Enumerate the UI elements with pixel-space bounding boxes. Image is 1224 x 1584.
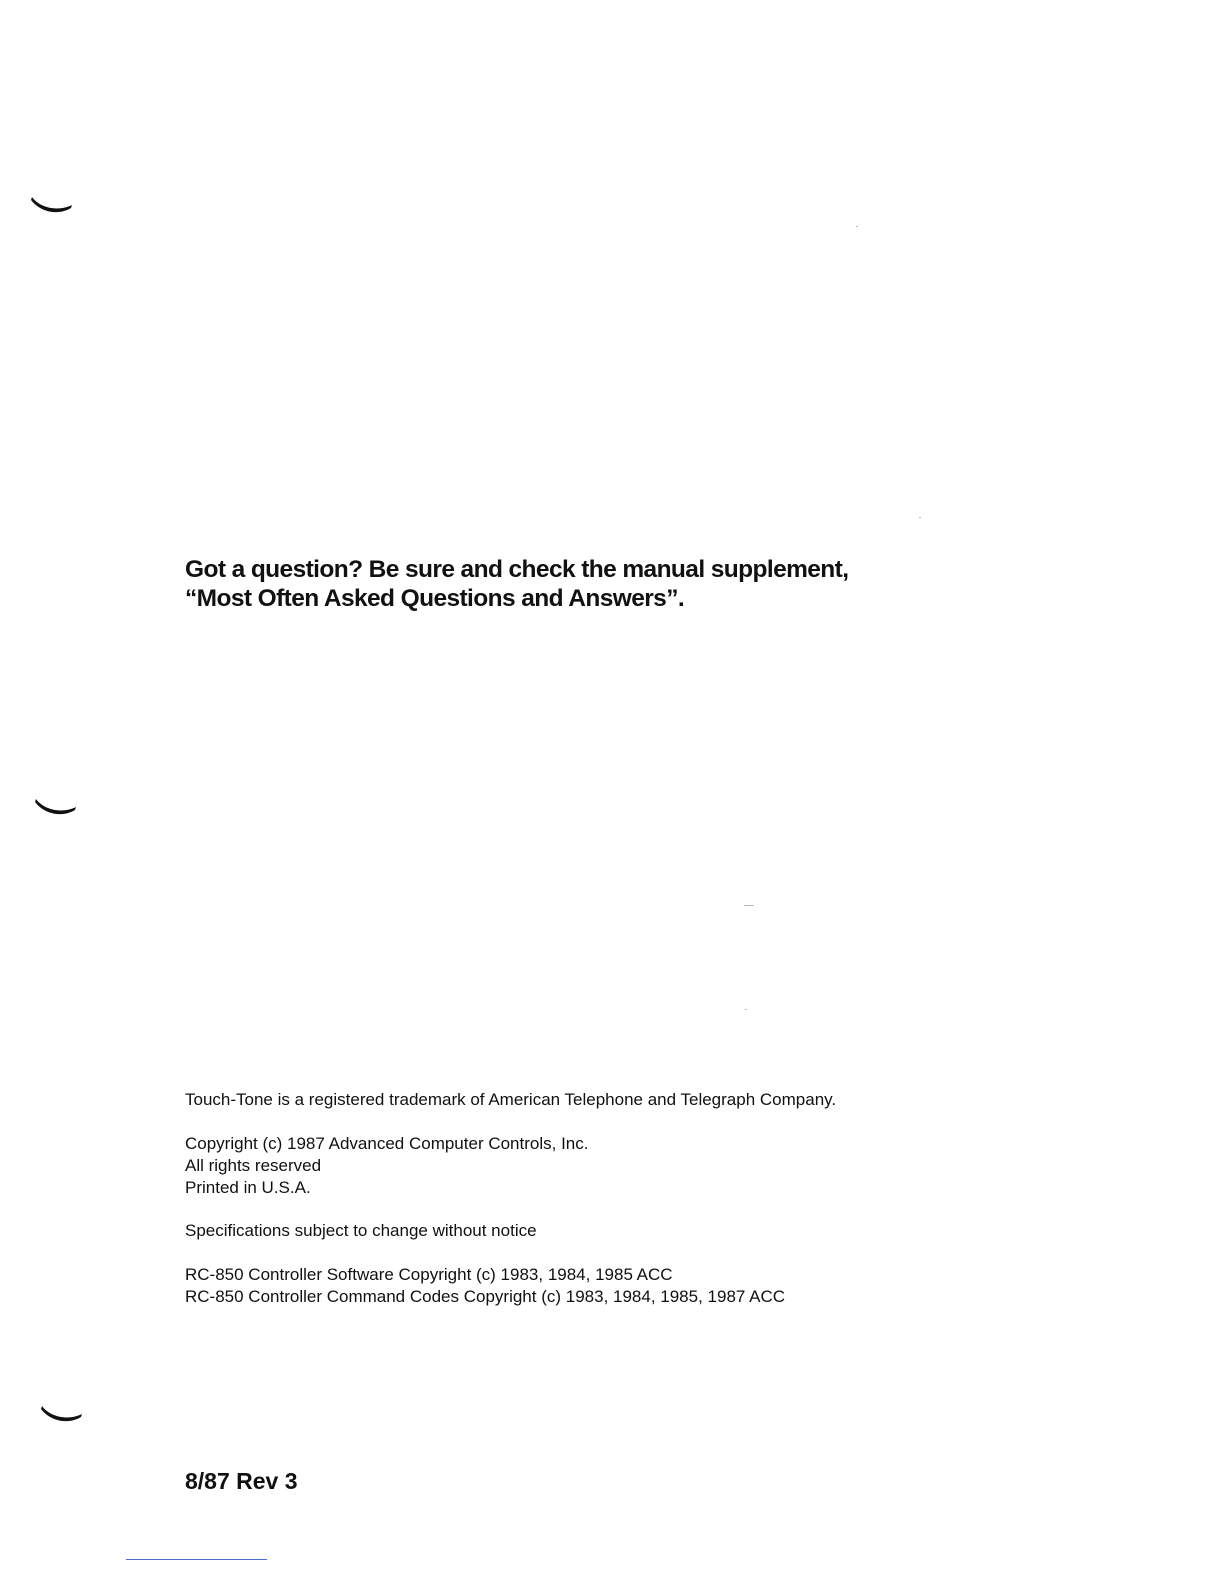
copyright-line-2: All rights reserved <box>185 1156 322 1175</box>
bottom-rule <box>126 1559 267 1560</box>
scan-speck <box>919 517 921 518</box>
revision-label: 8/87 Rev 3 <box>185 1468 298 1494</box>
question-line-2: “Most Often Asked Questions and Answers”. <box>185 585 685 612</box>
software-line-2: RC-850 Controller Command Codes Copyright (c) 1983, 1984, 1985, 1987 ACC <box>185 1287 786 1306</box>
punch-hole-mark <box>34 796 78 818</box>
scan-speck <box>856 226 858 227</box>
software-line-1: RC-850 Controller Software Copyright (c) 1983, 1984, 1985 ACC <box>185 1265 673 1284</box>
scan-speck <box>744 905 754 906</box>
software-copyright-notice <box>185 1264 985 1308</box>
trademark-notice: Touch-Tone is a registered trademark of American Telephone and Telegraph Company. <box>185 1090 837 1109</box>
copyright-notice <box>185 1133 985 1199</box>
copyright-line-3: Printed in U.S.A. <box>185 1178 311 1197</box>
specifications-notice: Specifications subject to change without notice <box>185 1221 537 1240</box>
punch-hole-mark <box>40 1403 84 1425</box>
scan-speck <box>745 1009 747 1010</box>
copyright-line-1: Copyright (c) 1987 Advanced Computer Controls, Inc. <box>185 1134 589 1153</box>
punch-hole-mark <box>30 194 74 216</box>
question-callout <box>185 555 945 613</box>
question-line-1: Got a question? Be sure and check the manual supplement, <box>185 556 849 583</box>
